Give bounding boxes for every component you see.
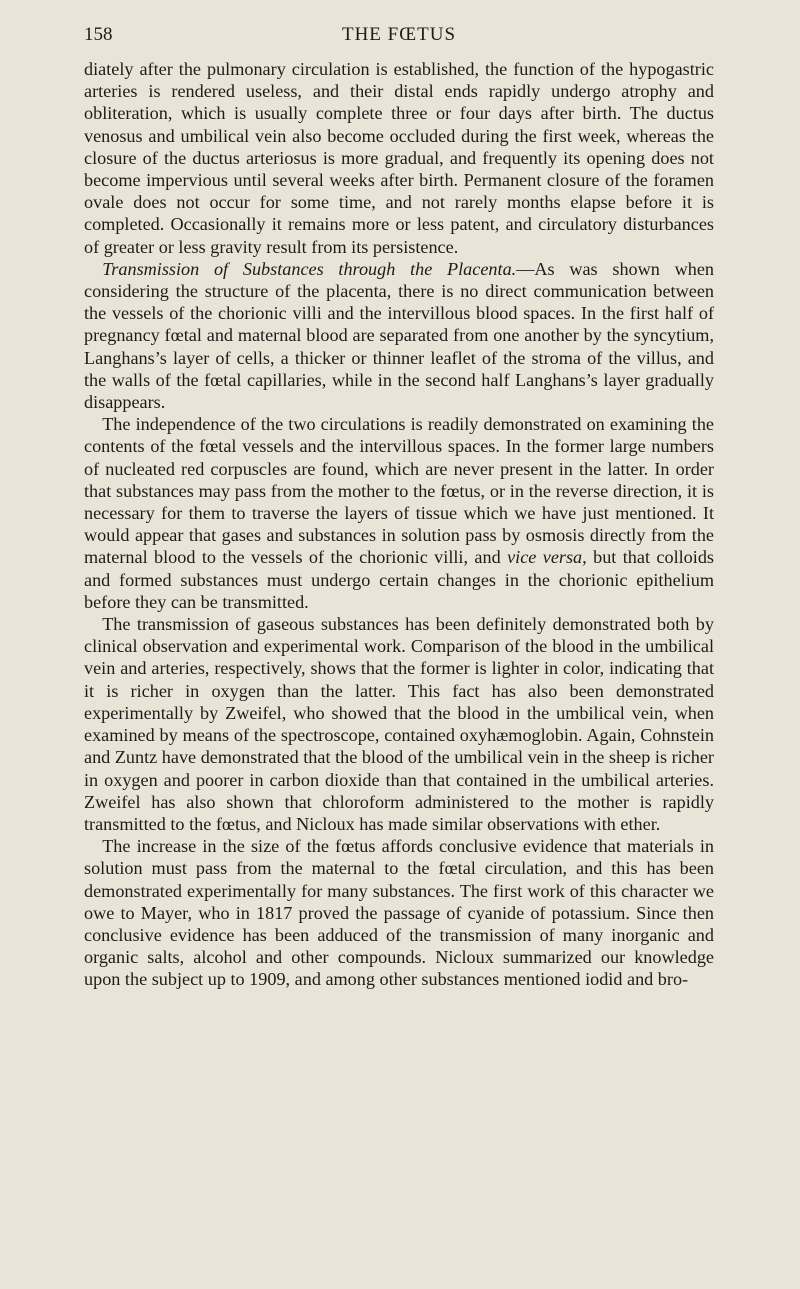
paragraph-independence [84, 413, 714, 613]
paragraph-text: but that colloids and formed substances must undergo certain changes in the chorionic epithelium before they can be transmitted. [84, 547, 714, 612]
running-title: THE FŒTUS [341, 24, 457, 45]
body-text [84, 58, 714, 991]
page-header [84, 24, 714, 58]
paragraph-text: The increase in the size of the fœtus affords conclusive evidence that materials in solution must pass from the maternal to the fœtal circulation, and this has been demonstrated experimentally for many substances. The first work of this character we owe to Mayer, who in 1817 proved the passage of cyanide of potassium. Since then conclusive evidence has been adduced of the transmission of many inorganic and organic salts, alcohol and other compounds. Nicloux summarized our knowledge upon the subject up to 1909, and among other substances mentioned iodid and bro- [84, 836, 714, 990]
italic-phrase: vice versa, [507, 547, 587, 568]
paragraph-foetus-size [84, 835, 714, 990]
paragraph-continuation [84, 58, 714, 258]
section-heading: Transmission of Substances through the Placenta. [102, 258, 517, 279]
paragraph-text: The independence of the two circulations is readily demonstrated on examining the contents of the fœtal vessels and the intervillous spaces. In the former large numbers of nucleated red corpuscles are found, which are never present in the latter. In order that substances may pass from the mother to the fœtus, or in the reverse direction, it is necessary for them to traverse the layers of tissue which we have just mentioned. It would appear that gases and substances in solution pass by osmosis directly from the maternal blood to the vessels of the chorionic villi, and [84, 414, 714, 568]
paragraph-placenta-transmission [84, 258, 714, 413]
paragraph-text: diately after the pulmonary circulation is established, the function of the hypogastric arteries is rendered useless, and their distal ends rapidly undergo atrophy and obliteration, which is usually complete three or four days after birth. The ductus venosus and umbilical vein also become occluded during the first week, whereas the closure of the ductus arteriosus is more gradual, and frequently its opening does not become impervious until several weeks after birth. Permanent closure of the foramen ovale does not occur for some time, and not rarely months elapse before it is completed. Occasionally it remains more or less patent, and circulatory disturbances of greater or less gravity result from its persistence. [84, 59, 714, 257]
book-page [84, 24, 714, 991]
page-number: 158 [84, 24, 113, 45]
paragraph-text: —As was shown when considering the structure of the placenta, there is no direct communication between the vessels of the chorionic villi and the intervillous blood spaces. In the first half of pregnancy fœtal and maternal blood are separated from one another by the syncytium, Langhans’s layer of cells, a thicker or thinner leaflet of the stroma of the villus, and the walls of the fœtal capillaries, while in the second half Langhans’s layer gradually disappears. [84, 258, 715, 413]
paragraph-text: The transmission of gaseous substances has been definitely demonstrated both by clinical observation and experimental work. Comparison of the blood in the umbilical vein and arteries, respectively, shows that the former is lighter in color, indicating that it is richer in oxygen than the latter. This fact has also been demonstrated experimentally by Zweifel, who showed that the blood in the umbilical vein, when examined by means of the spectroscope, contained oxyhæmoglobin. Again, Cohnstein and Zuntz have demonstrated that the blood of the umbilical vein in the sheep is richer in oxygen and poorer in carbon dioxide than that contained in the umbilical arteries. Zweifel has also shown that chloroform administered to the mother is rapidly transmitted to the fœtus, and Nicloux has made similar observations with ether. [84, 614, 714, 834]
paragraph-gaseous-substances [84, 613, 714, 835]
